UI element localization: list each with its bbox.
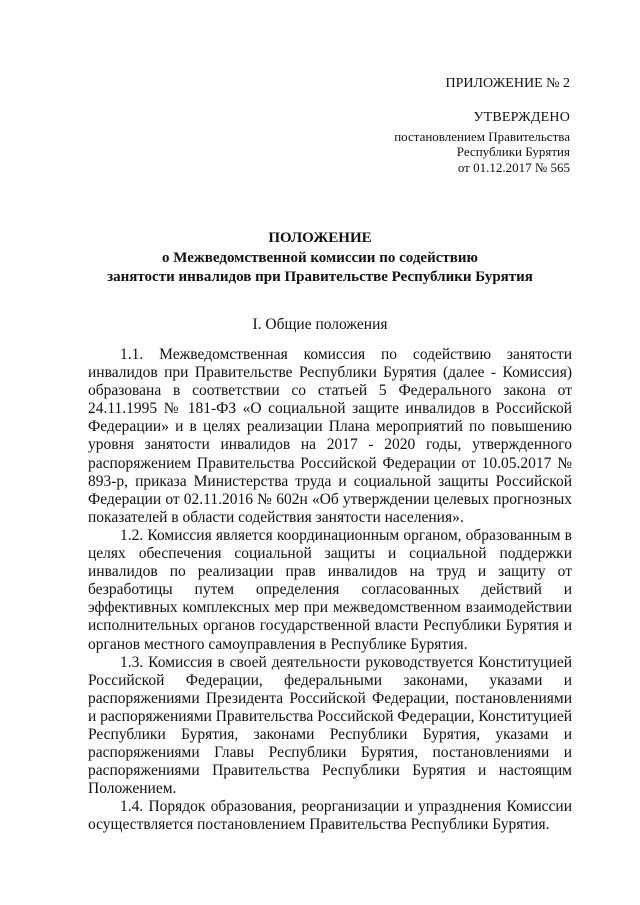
paragraph-1-1: 1.1. Межведомственная комиссия по содействию занятости инвалидов при Правительстве Республики Бурятия (далее - Комиссия) образована в соответствии со статьей 5 Федерального закона от 24.11.1995 № 181-ФЗ «О социальной защите инвалидов в Российской Федерации» и в целях реализации Плана мероприятий по повышению уровня занятости инвалидов на 2017 - 2020 годы, утвержденного распоряжением Правительства Российской Федерации от 10.05.2017 № 893-р, приказа Министерства труда и социальной защиты Российской Федерации от 02.11.2016 № 602н «Об утверждении целевых прогнозных показателей в области содействия занятости населения». — [88, 346, 572, 526]
document-body — [88, 346, 572, 835]
paragraph-1-4: 1.4. Порядок образования, реорганизации и упразднения Комиссии осуществляется постановлением Правительства Республики Бурятия. — [88, 798, 572, 834]
approved-by-line-2: Республики Бурятия — [456, 144, 570, 159]
title-line-3: занятости инвалидов при Правительстве Республики Бурятия — [107, 269, 533, 285]
section-heading: I. Общие положения — [252, 316, 388, 333]
title-line-1: ПОЛОЖЕНИЕ — [268, 230, 372, 246]
approved-by-line-1: постановлением Правительства — [394, 128, 570, 144]
title-line-2: о Межведомственной комиссии по содействию — [162, 249, 478, 266]
paragraph-1-3: 1.3. Комиссия в своей деятельности руководствуется Конституцией Российской Федерации, федеральными законами, указами и распоряжениями Президента Российской Федерации, постановлениями и распоряжениями Правительства Российской Федерации, Конституцией Республики Бурятия, законами Республики Бурятия, указами и распоряжениями Главы Республики Бурятия, постановлениями и распоряжениями Правительства Республики Бурятия и настоящим Положением. — [88, 653, 572, 798]
paragraph-1-2: 1.2. Комиссия является координационным органом, образованным в целях обеспечения социальной защиты и социальной поддержки инвалидов по реализации прав инвалидов на труд и защиту от безработицы путем определения согласованных действий и эффективных комплексных мер при межведомственном взаимодействии исполнительных органов государственной власти Республики Бурятия и органов местного самоуправления в Республике Бурятия. — [88, 526, 572, 653]
approved-date: от 01.12.2017 № 565 — [457, 159, 570, 175]
approval-block — [394, 110, 570, 175]
annex-label: ПРИЛОЖЕНИЕ № 2 — [445, 76, 570, 91]
approved-label: УТВЕРЖДЕНО — [473, 110, 570, 125]
document-title — [70, 229, 570, 288]
